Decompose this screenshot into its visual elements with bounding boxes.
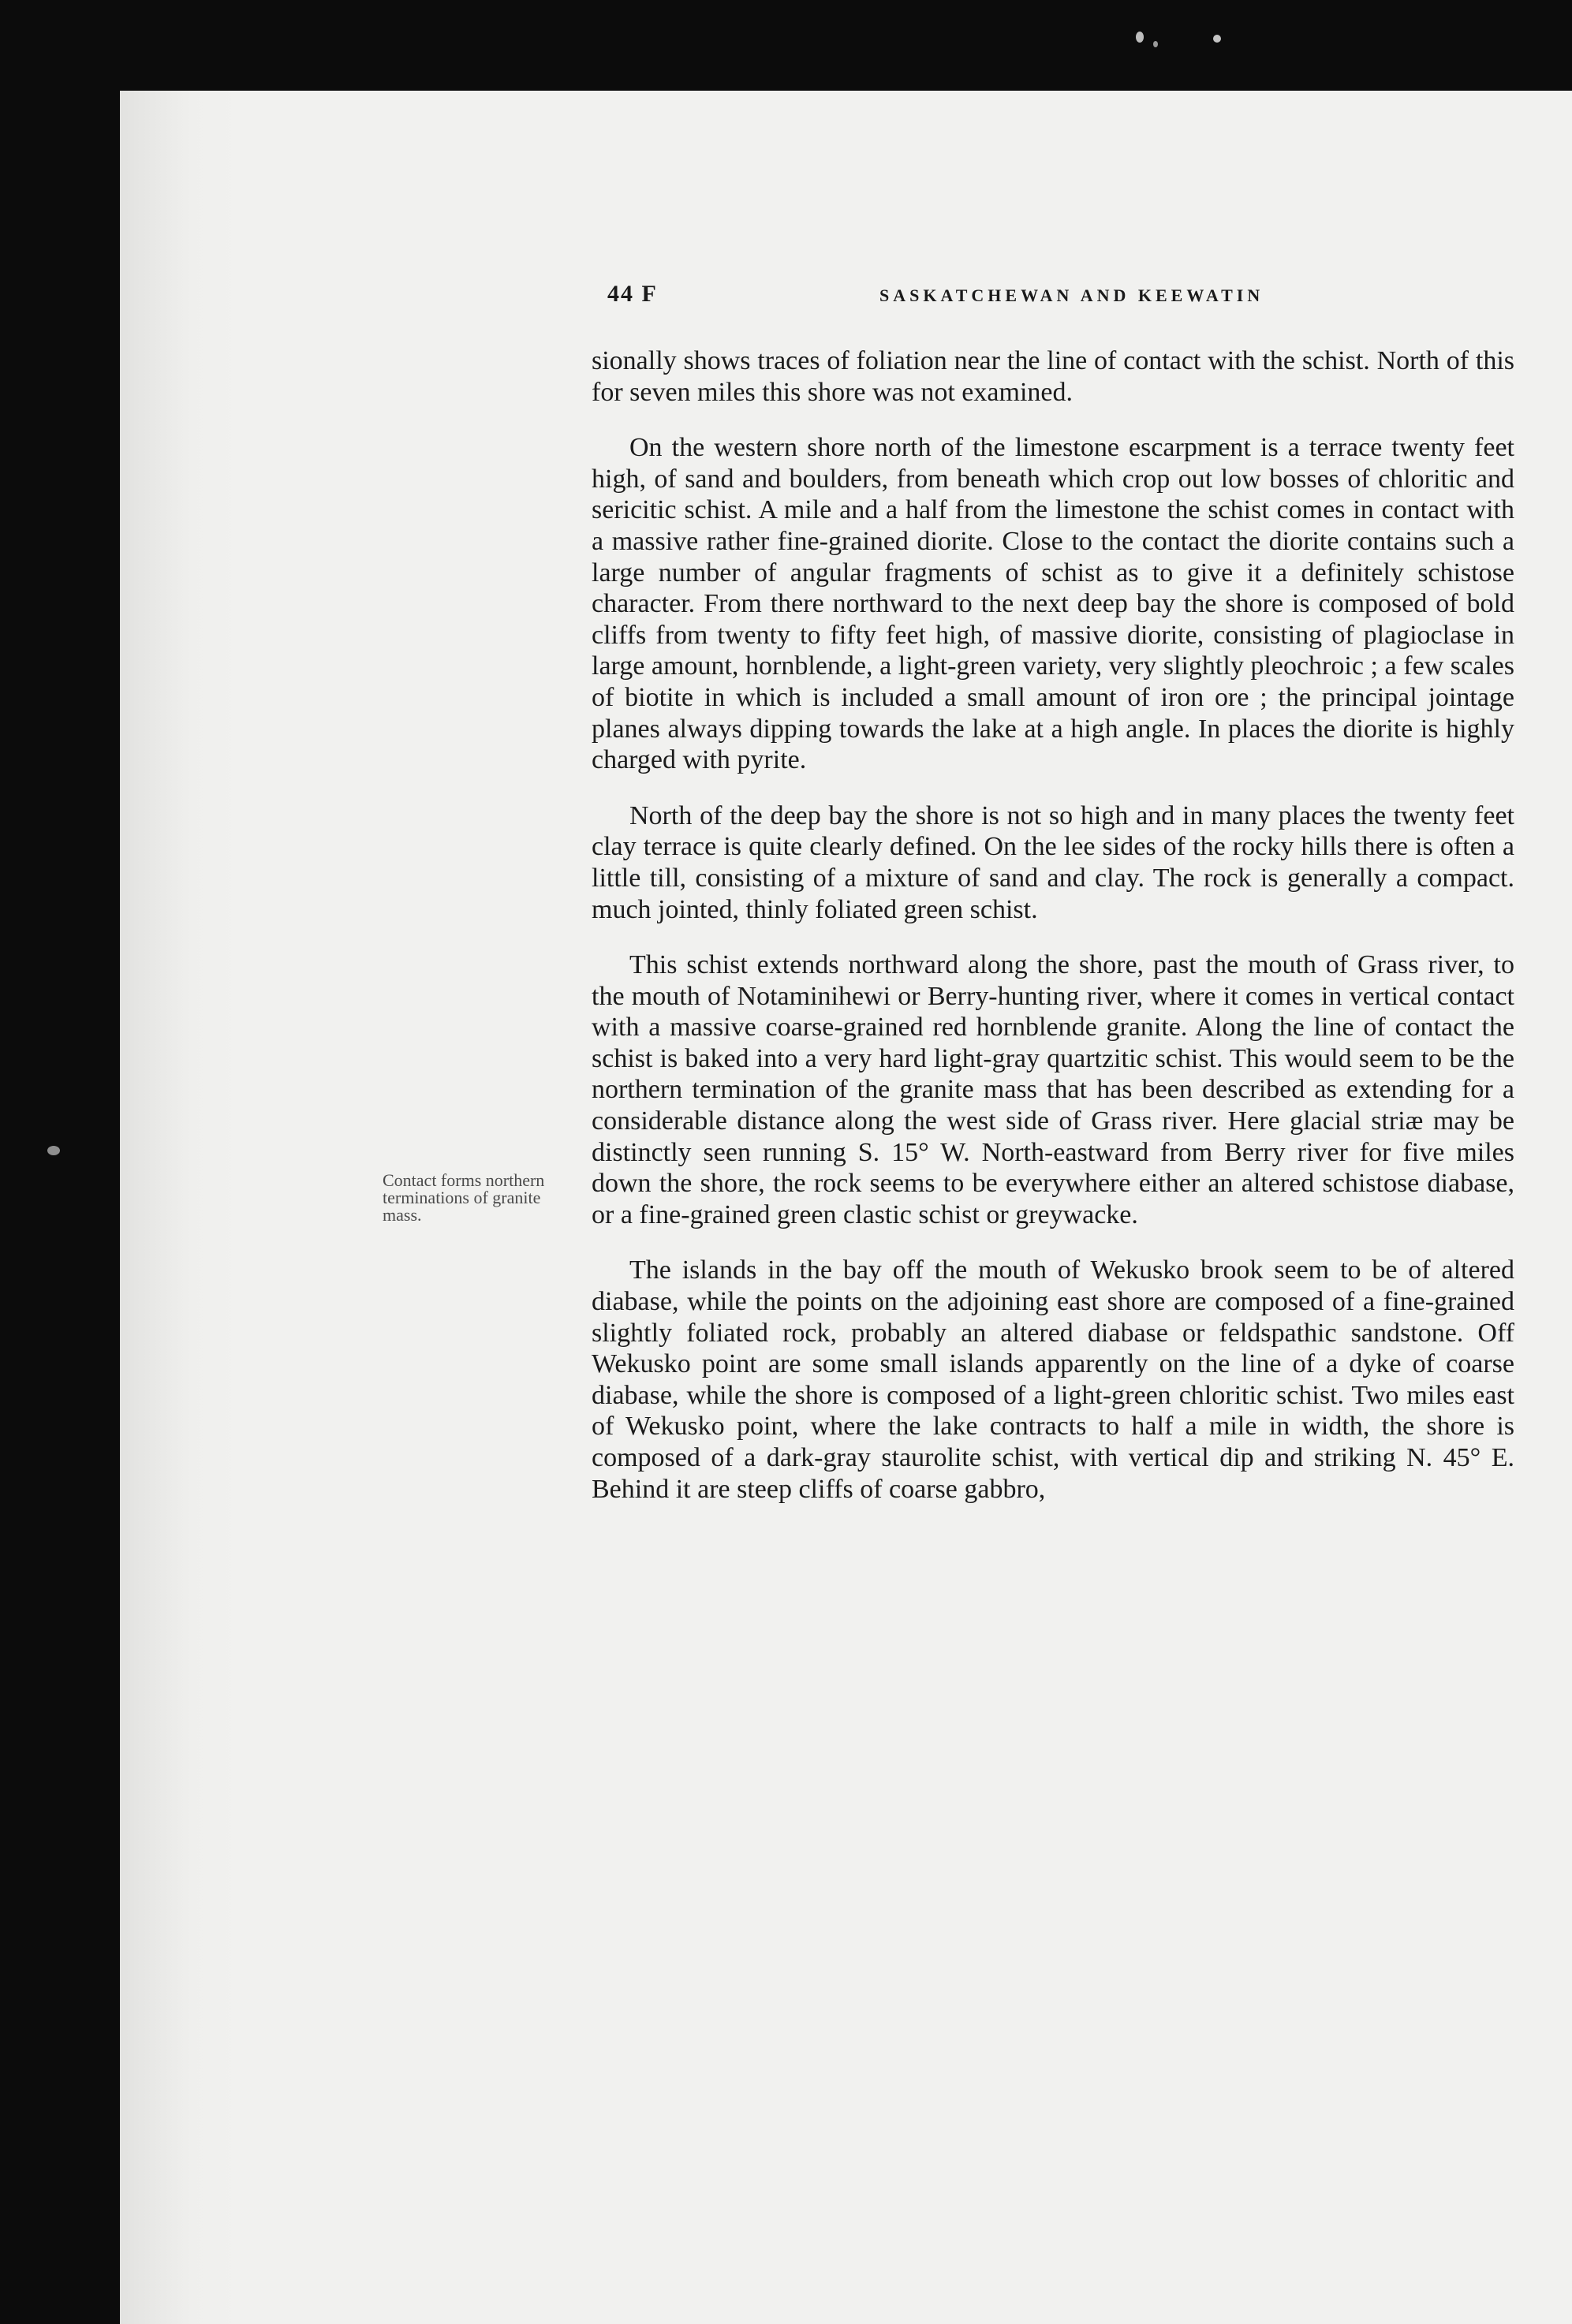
scan-speck	[1153, 41, 1158, 47]
scan-speck	[1136, 32, 1144, 43]
scan-speck	[47, 1146, 60, 1155]
paragraph: sionally shows traces of foliation near the line of contact with the schist. North of this for seven miles this shore was not examined.	[592, 346, 1514, 407]
paragraph: This schist extends northward along the shore, past the mouth of Grass river, to the mouth of Notaminihewi or Berry-hunting river, where it comes in vertical contact with a massive coarse-grained red hornblende granite. Along the line of contact the schist is baked into a very hard light-gray quartzitic schist. This would seem to be the northern termination of the granite mass that has been described as extending for a considerable distance along the west side of Grass river. Here glacial striæ may be distinctly seen running S. 15° W. North-eastward from Berry river for five miles down the shore, the rock seems to be everywhere either an altered schistose diabase, or a fine-grained green clastic schist or greywacke.	[592, 950, 1514, 1229]
page-gutter-shadow	[120, 91, 238, 2324]
paragraph: The islands in the bay off the mouth of Wekusko brook seem to be of altered diabase, while the points on the adjoining east shore are composed of a fine-grained slightly foliated rock, probably an altered diabase or feldspathic sandstone. Off Wekusko point are some small islands apparently on the line of a dyke of coarse diabase, while the shore is composed of a light-green chloritic schist. Two miles east of Wekusko point, where the lake contracts to half a mile in width, the shore is composed of a dark-gray staurolite schist, with vertical dip and striking N. 45° E. Behind it are steep cliffs of coarse gabbro,	[592, 1255, 1514, 1504]
paragraph: On the western shore north of the limestone escarpment is a terrace twenty feet high, of sand and boulders, from beneath which crop out low bosses of chloritic and sericitic schist. A mile and a half from the limestone the schist comes in contact with a massive rather fine-grained diorite. Close to the contact the diorite contains such a large number of angular fragments of schist as to give it a definitely schistose character. From there northward to the next deep bay the shore is composed of bold cliffs from twenty to fifty feet high, of massive diorite, consisting of plagioclase in large amount, hornblende, a light-green variety, very slightly pleochroic ; a few scales of biotite in which is included a small amount of iron ore ; the principal jointage planes always dipping towards the lake at a high angle. In places the diorite is highly charged with pyrite.	[592, 433, 1514, 775]
scan-speck	[1213, 35, 1221, 43]
marginal-note: Contact forms northern terminations of granite mass.	[383, 1170, 545, 1225]
page-header	[607, 281, 1546, 312]
paragraph: North of the deep bay the shore is not so high and in many places the twenty feet clay terrace is quite clearly defined. On the lee sides of the rocky hills there is often a little till, consisting of a mixture of sand and clay. The rock is generally a compact. much jointed, thinly foliated green schist.	[592, 800, 1514, 924]
page-number: 44 F	[607, 281, 658, 307]
body-text	[592, 345, 1514, 1529]
running-head: SASKATCHEWAN AND KEEWATIN	[879, 285, 1264, 305]
